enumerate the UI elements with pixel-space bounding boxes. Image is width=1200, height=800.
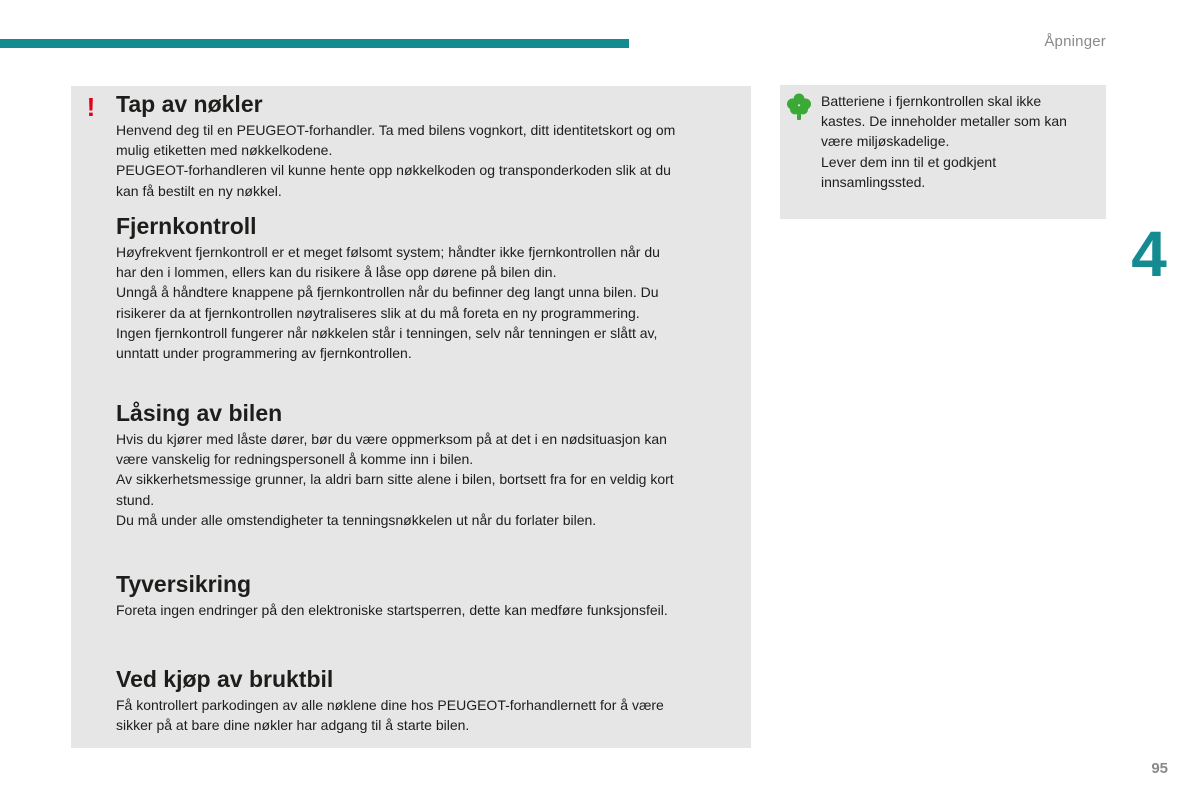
paragraph-line: Du må under alle omstendigheter ta tenningsnøkkelen ut når du forlater bilen. — [116, 511, 597, 528]
tree-icon — [786, 93, 812, 121]
header-accent-bar — [0, 39, 629, 48]
eco-note-text — [821, 91, 1101, 192]
paragraph-line: være vanskelig for redningspersonell å komme inn i bilen. — [116, 451, 474, 468]
chapter-number: 4 — [1131, 218, 1167, 290]
paragraph-line: kan få bestilt en ny nøkkel. — [116, 182, 282, 199]
paragraph-line: stund. — [116, 491, 155, 508]
warning-content — [116, 88, 744, 735]
paragraph-line: mulig etiketten med nøkkelkodene. — [116, 142, 333, 159]
paragraph-line: unntatt under programmering av fjernkontrollen. — [116, 345, 412, 362]
section-title-anti-theft: Tyversikring — [116, 571, 252, 597]
section-used-car — [116, 663, 744, 735]
eco-note-line: Lever dem inn til et godkjent — [821, 153, 997, 170]
section-title-remote-control: Fjernkontroll — [116, 213, 257, 239]
section-title-used-car: Ved kjøp av bruktbil — [116, 666, 334, 692]
paragraph-line: Unngå å håndtere knappene på fjernkontrollen når du befinner deg langt unna bilen. Du — [116, 284, 659, 301]
paragraph-line: PEUGEOT-forhandleren vil kunne hente opp nøkkelkoden og transponderkoden slik at du — [116, 162, 671, 179]
exclamation-icon: ! — [86, 92, 96, 122]
paragraph-line: Hvis du kjører med låste dører, bør du være oppmerksom på at det i en nødsituasjon kan — [116, 431, 667, 447]
paragraph-line: Høyfrekvent fjernkontroll er et meget følsomt system; håndter ikke fjernkontrollen når du — [116, 244, 660, 260]
section-title: Åpninger — [1044, 33, 1106, 50]
eco-note-line: være miljøskadelige. — [821, 133, 950, 150]
section-anti-theft — [116, 568, 744, 663]
eco-note-line: kastes. De inneholder metaller som kan — [821, 113, 1067, 130]
paragraph-line: Få kontrollert parkodingen av alle nøklene dine hos PEUGEOT-forhandlernett for å være — [116, 697, 664, 713]
page-number: 95 — [1151, 760, 1168, 777]
section-lost-keys — [116, 88, 744, 210]
paragraph-line: Foreta ingen endringer på den elektroniske startsperren, dette kan medføre funksjonsfeil. — [116, 602, 668, 618]
paragraph-line: Ingen fjernkontroll fungerer når nøkkelen står i tenningen, selv når tenningen er slått av, — [116, 324, 658, 341]
paragraph-line: Henvend deg til en PEUGEOT-forhandler. Ta med bilens vognkort, ditt identitetskort og om — [116, 122, 676, 138]
eco-note-line: innsamlingssted. — [821, 173, 926, 190]
paragraph-line: risikerer da at fjernkontrollen nøytraliseres slik at du må foreta en ny programmering. — [116, 304, 640, 321]
section-title-lost-keys: Tap av nøkler — [116, 91, 263, 117]
section-locking — [116, 397, 744, 568]
paragraph-line: Av sikkerhetsmessige grunner, la aldri barn sitte alene i bilen, bortsett fra for en veldig kort — [116, 471, 674, 488]
paragraph-line: har den i lommen, ellers kan du risikere å låse opp dørene på bilen din. — [116, 264, 557, 281]
eco-note-line: Batteriene i fjernkontrollen skal ikke — [821, 93, 1042, 109]
paragraph-line: sikker på at bare dine nøkler har adgang til å starte bilen. — [116, 717, 470, 734]
section-remote-control — [116, 210, 744, 397]
section-title-locking: Låsing av bilen — [116, 400, 283, 426]
